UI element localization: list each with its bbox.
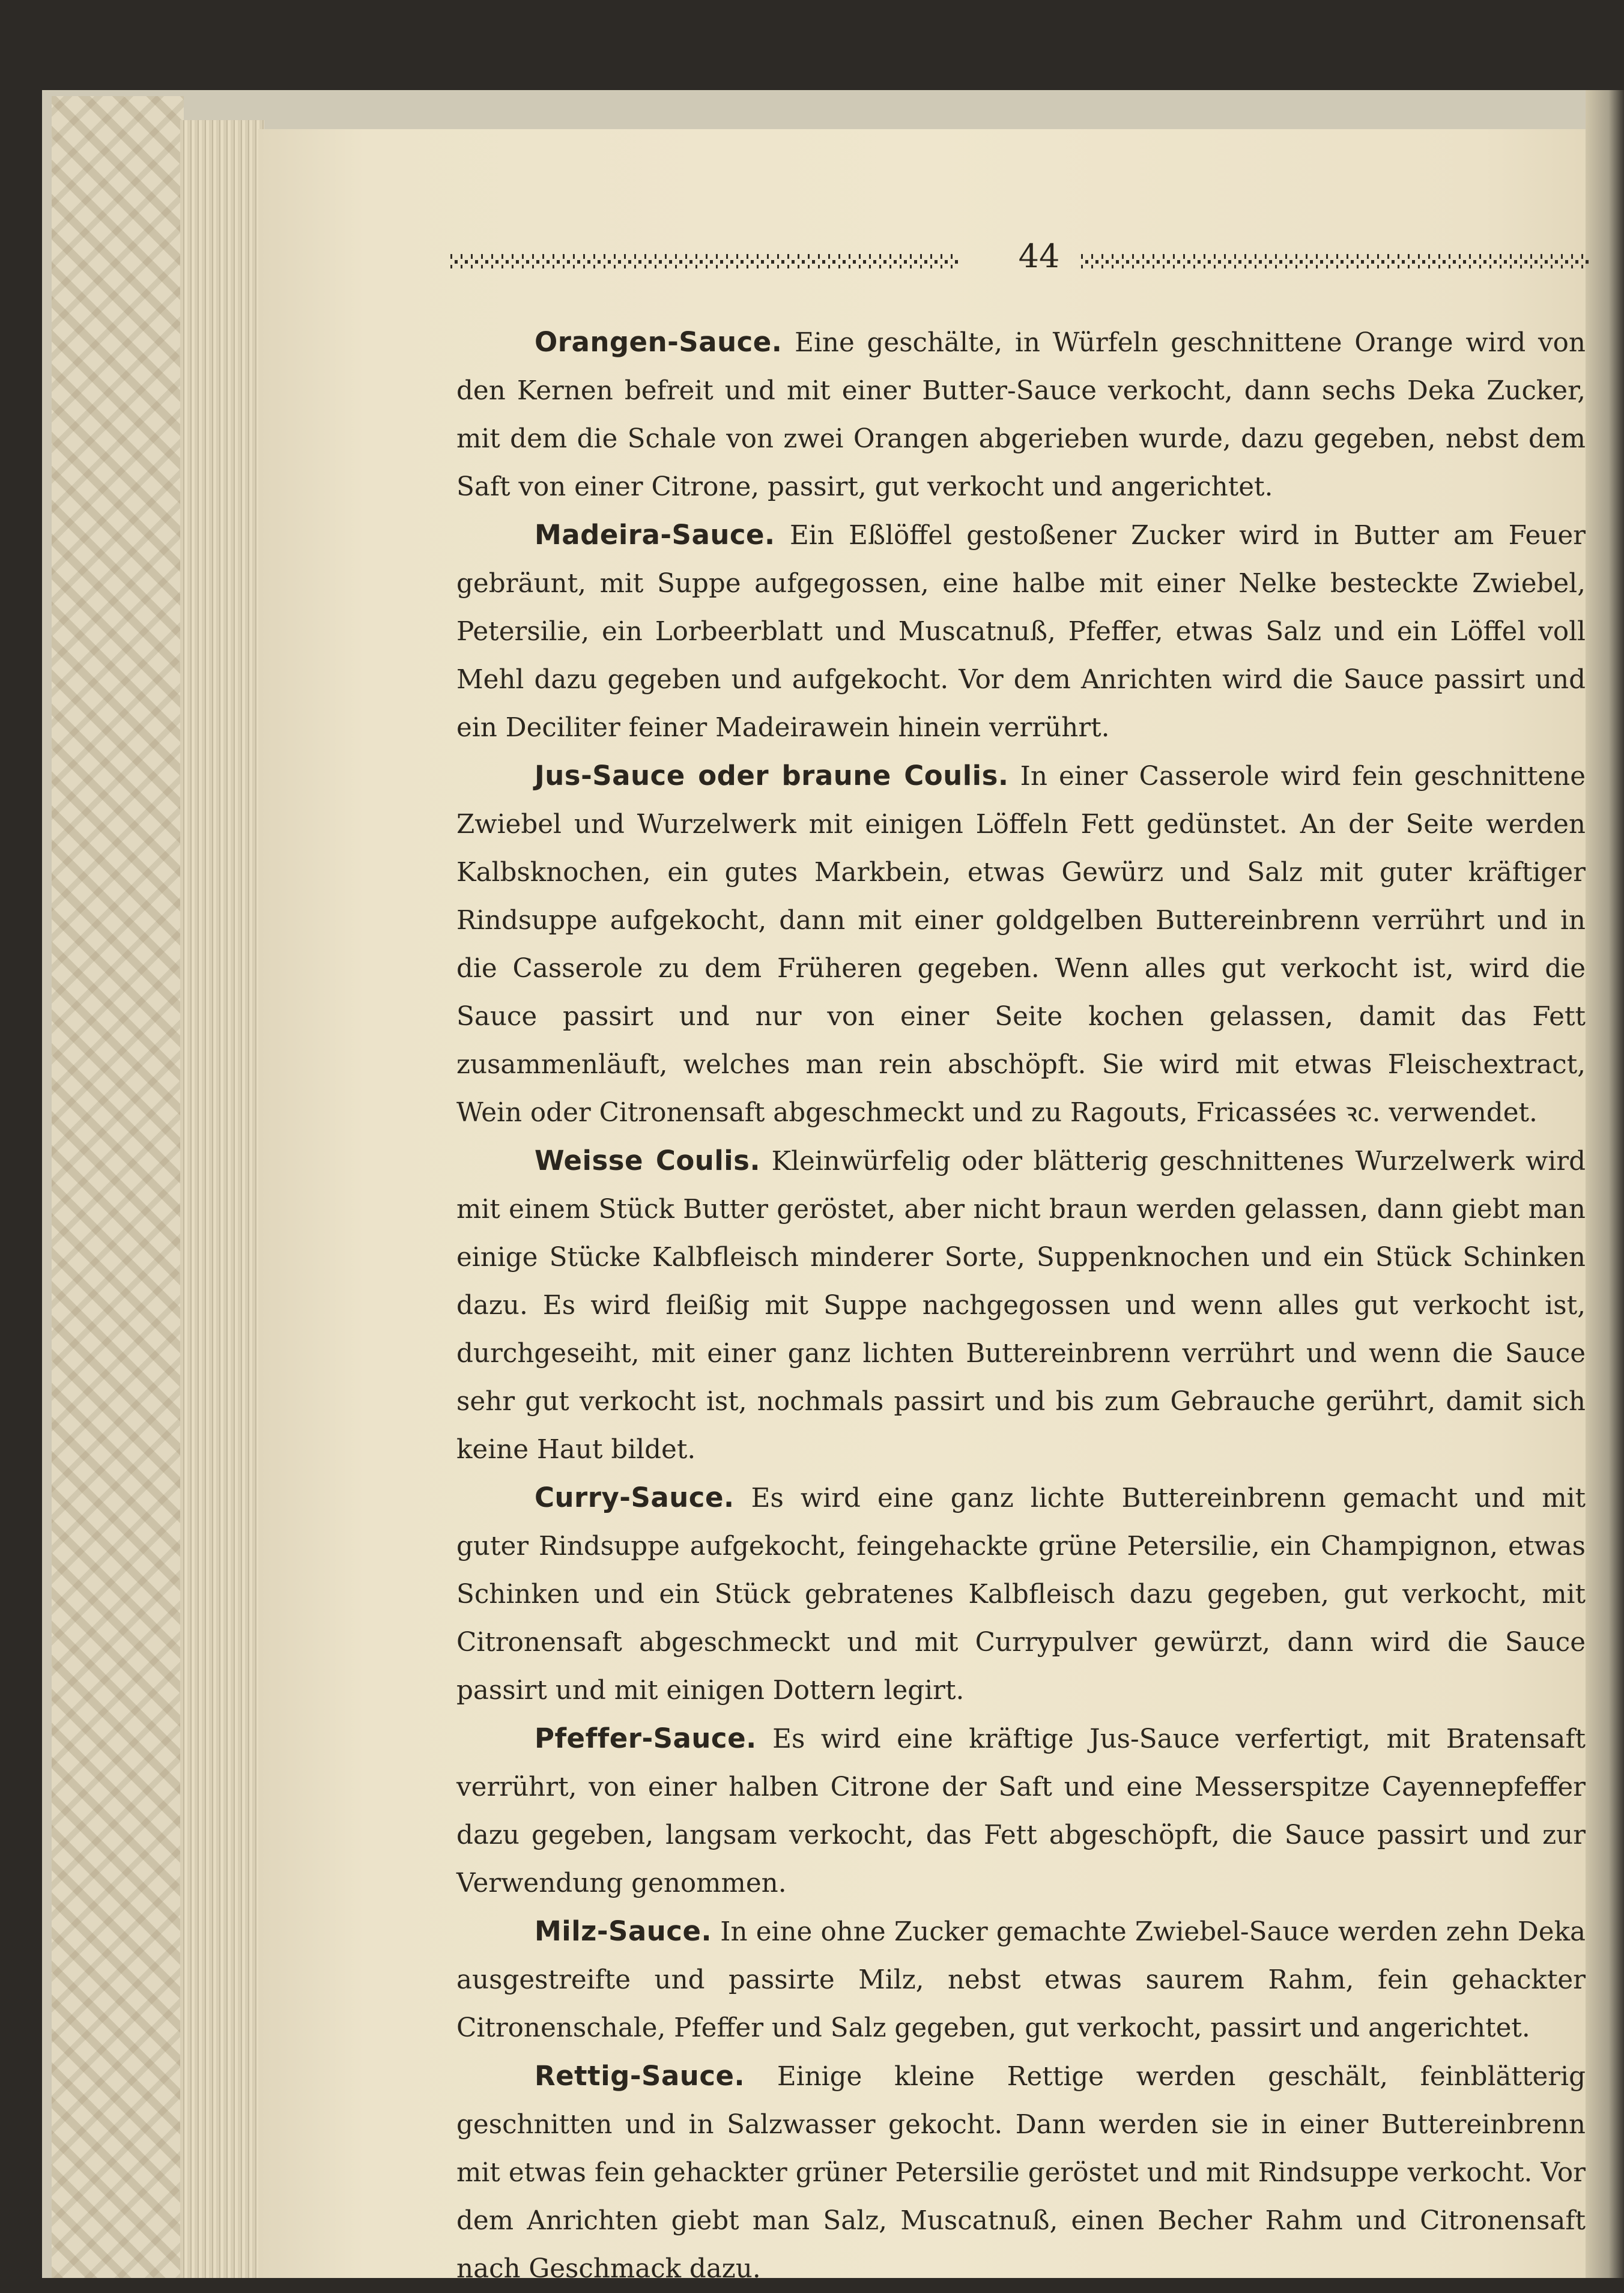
recipe-entry [456, 752, 1586, 1137]
recipe-title: Orangen-Sauce. [535, 326, 783, 358]
recipe-text [456, 318, 1586, 2293]
running-header [450, 237, 1592, 279]
recipe-body: In eine ohne Zucker gemachte Zwiebel-Sauce werden zehn Deka ausgestreifte und passirte Milz, nebst etwas saurem Rahm, fein gehackter Citronenschale, Pfeffer und Salz gegeben, gut verkocht, passirt und angerichtet. [456, 1917, 1586, 2043]
ornament-right [1081, 254, 1592, 268]
recipe-title: Pfeffer-Sauce. [535, 1722, 757, 1754]
spine-pattern [52, 96, 184, 2278]
recipe-body: Eine geschälte, in Würfeln geschnittene Orange wird von den Kernen befreit und mit einer Butter-Sauce verkocht, dann sechs Deka Zucker, mit dem die Schale von zwei Orangen abgerieben wurde, dazu gegeben, nebst dem Saft von einer Citrone, passirt, gut verkocht und angerichtet. [456, 328, 1586, 502]
recipe-entry [456, 1137, 1586, 1474]
recipe-title: Madeira-Sauce. [535, 519, 775, 551]
page-number: 44 [1018, 237, 1060, 275]
ornament-left [450, 254, 961, 268]
recipe-body: Es wird eine ganz lichte Buttereinbrenn gemacht und mit guter Rindsuppe aufgekocht, feingehackte grüne Petersilie, ein Champignon, etwas Schinken und ein Stück gebratenes Kalbfleisch dazu gegeben, gut verkocht, mit Citronensaft abgeschmeckt und mit Currypulver gewürzt, dann wird die Sauce passirt und mit einigen Dottern legirt. [456, 1483, 1586, 1706]
recipe-title: Milz-Sauce. [535, 1915, 712, 1947]
recipe-body: Ein Eßlöffel gestoßener Zucker wird in Butter am Feuer gebräunt, mit Suppe aufgegossen, eine halbe mit einer Nelke besteckte Zwiebel, Petersilie, ein Lorbeerblatt und Muscatnuß, Pfeffer, etwas Salz und ein Löffel voll Mehl dazu gegeben und aufgekocht. Vor dem Anrichten wird die Sauce passirt und ein Deciliter feiner Madeirawein hinein verrührt. [456, 521, 1586, 743]
page-fold-shadow [1586, 90, 1624, 2278]
recipe-entry [456, 511, 1586, 752]
recipe-title: Weisse Coulis. [535, 1145, 761, 1177]
recipe-entry [456, 318, 1586, 511]
recipe-body: In einer Casserole wird fein geschnittene Zwiebel und Wurzelwerk mit einigen Löffeln Fett gedünstet. An der Seite werden Kalbsknochen, ein gutes Markbein, etwas Gewürz und Salz mit guter kräftiger Rindsuppe aufgekocht, dann mit einer goldgelben Buttereinbrenn verrührt und in die Casserole zu dem Früheren gegeben. Wenn alles gut verkocht ist, wird die Sauce passirt und nur von einer Seite kochen gelassen, damit das Fett zusammenläuft, welches man rein abschöpft. Sie wird mit etwas Fleischextract, Wein oder Citronensaft abgeschmeckt und zu Ragouts, Fricassées ꝛc. verwendet. [456, 762, 1586, 1128]
recipe-entry [456, 1907, 1586, 2052]
recipe-entry [456, 1474, 1586, 1715]
recipe-entry [456, 2052, 1586, 2293]
recipe-body: Einige kleine Rettige werden geschält, feinblätterig geschnitten und in Salzwasser gekocht. Dann werden sie in einer Buttereinbrenn mit etwas fein gehackter grüner Petersilie geröstet und mit Rindsuppe verkocht. Vor dem Anrichten giebt man Salz, Muscatnuß, einen Becher Rahm und Citronensaft nach Geschmack dazu. [456, 2062, 1586, 2284]
recipe-entry [456, 1715, 1586, 1907]
recipe-title: Curry-Sauce. [535, 1482, 735, 1513]
recipe-title: Rettig-Sauce. [535, 2060, 745, 2092]
page-edges [180, 120, 264, 2278]
recipe-body: Es wird eine kräftige Jus-Sauce verfertigt, mit Bratensaft verrührt, von einer halben Citrone der Saft und eine Messerspitze Cayennepfeffer dazu gegeben, langsam verkocht, das Fett abgeschöpft, die Sauce passirt und zur Verwendung genommen. [456, 1724, 1586, 1898]
recipe-body: Kleinwürfelig oder blätterig geschnittenes Wurzelwerk wird mit einem Stück Butter geröstet, aber nicht braun werden gelassen, dann giebt man einige Stücke Kalbfleisch minderer Sorte, Suppenknochen und ein Stück Schinken dazu. Es wird fleißig mit Suppe nachgegossen und wenn alles gut verkocht ist, durchgeseiht, mit einer ganz lichten Buttereinbrenn verrührt und wenn die Sauce sehr gut verkocht ist, nochmals passirt und bis zum Gebrauche gerührt, damit sich keine Haut bildet. [456, 1146, 1586, 1465]
recipe-title: Jus-Sauce oder braune Coulis. [535, 760, 1009, 792]
